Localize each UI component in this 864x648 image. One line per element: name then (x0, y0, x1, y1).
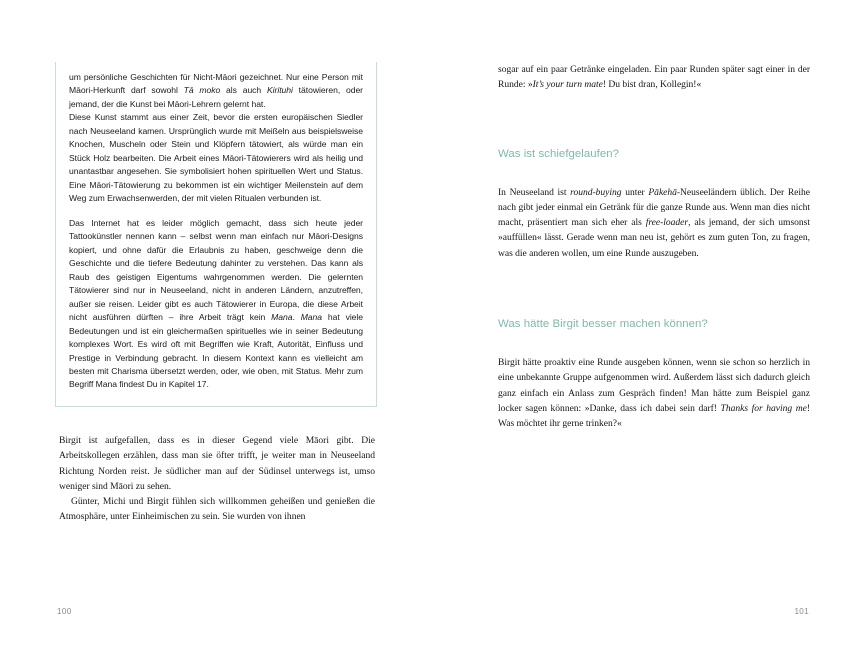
page-number-right: 101 (794, 607, 809, 616)
spacer-after-heading-1 (498, 160, 810, 185)
info-box-text-2c: hat viele Bedeutungen und ist ein gleichermaßen spirituelles wie in seiner Bedeutung komplexes Wort. Es wird oft mit Begriffen wie Kraft, Autorität, Einfluss und Prestige in Verbindung gebracht. In diesem Kontext kann es vielleicht am besten mit Charisma übersetzt werden, oder, wie oben, mit Status. Mehr zum Begriff Mana findest Du in Kapitel 17. (69, 312, 363, 390)
section-heading-what-went-wrong: Was ist schiefgelaufen? (498, 147, 620, 160)
section-heading-what-could-be-better: Was hätte Birgit besser machen können? (498, 318, 708, 331)
info-box-text-1d: Diese Kunst stammt aus einer Zeit, bevor die ersten europäischen Siedler nach Neuseeland kamen. Ursprünglich wurde mit Meißeln aus beispielsweise Knochen, Muscheln oder Stein und Klöpfern tätowiert, als würde man ein Stück Holz bearbeiten. Die Arbeit eines Māori-Tätowierers wird als heilig und unantastbar angesehen. Sie symbolisiert hohen spirituellen Wert und Status. Eine Māori-Tätowierung zu bekommen ist ein wichtiger Meilenstein auf dem Weg zum Erwachsenwerden, der mit vielen Ritualen verbunden ist. (69, 112, 363, 204)
section-1-emphasis-free-loader: free-loader (645, 217, 689, 229)
info-box-emphasis-ta-moko: Tā moko (183, 85, 221, 96)
info-box-text-1b: als auch (220, 85, 267, 96)
section-2-text-b: ! Was möchtet ihr gerne trinken?« (498, 402, 810, 430)
info-box-text-2b: . (292, 312, 301, 323)
right-continuation-text-a: sogar auf ein paar Getränke eingeladen. Ein paar Runden später sagt einer in der Runde: » (498, 64, 810, 91)
spacer-after-heading-2 (498, 330, 810, 355)
spacer-before-heading-1 (498, 93, 810, 148)
left-body-text (59, 433, 375, 525)
left-body-paragraph-2: Günter, Michi und Birgit fühlen sich willkommen geheißen und genießen die Atmosphäre, unter Einheimischen zu sein. Sie wurden von ihnen (59, 496, 375, 523)
section-2-paragraph (498, 355, 810, 431)
section-1-text-b: unter (621, 186, 649, 198)
section-1-text-d: , als jemand, der sich umsonst »auffüllen« lässt. Gerade wenn man neu ist, gehört es zum guten Ton, zu fragen, was die anderen wollen, um eine Runde auszugeben. (498, 217, 810, 259)
section-2-emphasis-thanks-for-having-me: Thanks for having me (720, 402, 807, 414)
right-continuation-emphasis: It’s your turn mate (532, 79, 603, 91)
info-box-text-1a: um persönliche Geschichten für Nicht-Māori gezeichnet. Nur eine Person mit Māori-Herkunft darf sowohl (69, 72, 363, 96)
info-box-emphasis-kirituhi: Kirituhi (266, 85, 293, 96)
left-body-paragraph-1: Birgit ist aufgefallen, dass es in dieser Gegend viele Māori gibt. Die Arbeitskollegen erzählen, dass man sie öfter trifft, je weiter man in Neuseeland Richtung Norden reist. Je südlicher man auf der Südinsel unterwegs ist, umso weniger sind Māori zu sehen. (59, 434, 375, 492)
info-box-emphasis-mana-1: Mana (271, 312, 293, 323)
right-page (432, 0, 864, 648)
section-2-text-a: Birgit hätte proaktiv eine Runde ausgeben können, wenn sie schon so herzlich in eine unbekannte Gruppe aufgenommen wird. Außerdem lässt sich dadurch gleich ganz einfach ein Anlass zum Gespräch finden! Man hätte zum Beispiel ganz locker sagen können: »Danke, dass ich dabei sein darf! (498, 357, 810, 414)
section-1-paragraph (498, 185, 810, 261)
section-1-emphasis-round-buying: round-buying (570, 186, 622, 198)
section-1-emphasis-pakeha: Pākehā (648, 186, 677, 198)
section-1-text-c: -Neuseeländern üblich. Der Reihe nach gibt jeder einmal ein Getränk für die ganze Runde aus. Wenn man dies nicht macht, präsentiert man sich eher als (498, 186, 810, 229)
info-box-emphasis-mana-2: Mana (300, 312, 323, 323)
right-continuation-paragraph (498, 62, 810, 93)
page-number-left: 100 (57, 607, 72, 616)
section-2-body (498, 355, 810, 431)
info-box-paragraph-1 (69, 71, 363, 206)
section-1-body (498, 185, 810, 261)
spacer-before-heading-2 (498, 261, 810, 318)
right-continuation-text-b: ! Du bist dran, Kollegin!« (602, 79, 702, 91)
info-box-text-2a: Das Internet hat es leider möglich gemacht, dass sich heute jeder Tattookünstler nennen kann – selbst wenn man einfach nur Māori-Designs kopiert, und ohne dafür die Erlaubnis zu haben, geschweige denn die Geschichte und die tiefere Bedeutung dahinter zu verstehen. Das kann als Raub des geistigen Eigentums wahrgenommen werden. Die gelernten Tätowierer sind nur in Neuseeland, nicht in anderen Ländern, anzutreffen, außer sie reisen. Leider gibt es auch Tätowierer in Europa, die diese Arbeit nicht ausführen dürften – ihre Arbeit trägt kein (69, 218, 363, 323)
info-box-text-1c: tätowieren, oder jemand, der die Kunst bei Māori-Lehrern gelernt hat. (69, 85, 363, 109)
info-box-maori-tattoo (55, 62, 377, 407)
right-continuation-text (498, 62, 810, 93)
info-box-paragraph-2 (69, 217, 363, 392)
section-1-text-a: In Neuseeland ist (498, 186, 571, 198)
